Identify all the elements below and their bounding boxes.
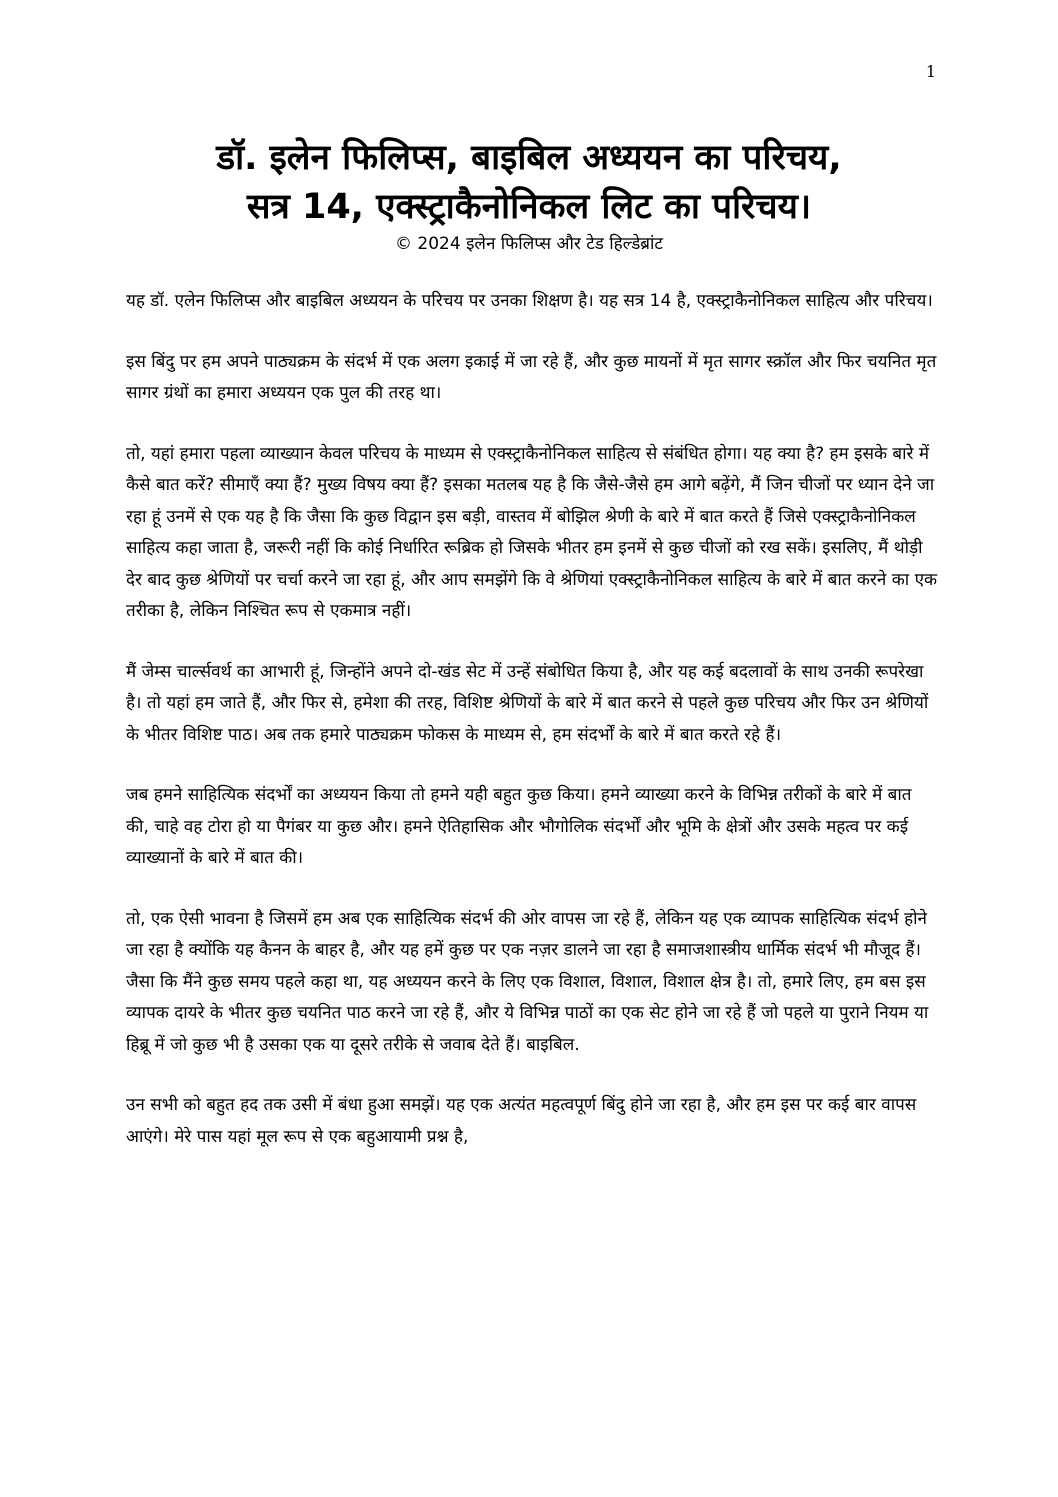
paragraph: तो, यहां हमारा पहला व्याख्यान केवल परिचय के माध्यम से एक्स्ट्राकैनोनिकल साहित्य से संबंधित होगा। यह क्या है? हम इसके बारे में कैसे बात करें? सीमाएँ क्या हैं? मुख्य विषय क्या हैं? इसका मतलब यह है कि जैसे-जैसे हम आगे बढ़ेंगे, मैं जिन चीजों पर ध्यान देने जा रहा हूं उनमें से एक यह है कि जैसा कि कुछ विद्वान इस बड़ी, वास्तव में बोझिल श्रेणी के बारे में बात करते हैं जिसे एक्स्ट्राकैनोनिकल साहित्य कहा जाता है, जरूरी नहीं कि कोई निर्धारित रूब्रिक हो जिसके भीतर हम इनमें से कुछ चीजों को रख सकें। इसलिए, मैं थोड़ी देर बाद कुछ श्रेणियों पर चर्चा करने जा रहा हूं, और आप समझेंगे कि वे श्रेणियां एक्स्ट्राकैनोनिकल साहित्य के बारे में बात करने का एक तरीका है, लेकिन निश्चित रूप से एकमात्र नहीं। [126,443,938,621]
paragraph: मैं जेम्स चार्ल्सवर्थ का आभारी हूं, जिन्होंने अपने दो-खंड सेट में उन्हें संबोधित किया है, और यह कई बदलावों के साथ उनकी रूपरेखा है। तो यहां हम जाते हैं, और फिर से, हमेशा की तरह, विशिष्ट श्रेणियों के बारे में बात करने से पहले कुछ परिचय और फिर उन श्रेणियों के भीतर विशिष्ट पाठ। अब तक हमारे पाठ्यक्रम फोकस के माध्यम से, हम संदर्भों के बारे में बात करते रहे हैं। [126,661,929,745]
document-title [80,134,978,232]
paragraph: उन सभी को बहुत हद तक उसी में बंधा हुआ समझें। यह एक अत्यंत महत्वपूर्ण बिंदु होने जा रहा है, और हम इस पर कई बार वापस आएंगे। मेरे पास यहां मूल रूप से एक बहुआयामी प्रश्न है, [126,1095,917,1147]
paragraph: जब हमने साहित्यिक संदर्भों का अध्ययन किया तो हमने यही बहुत कुछ किया। हमने व्याख्या करने के विभिन्न तरीकों के बारे में बात की, चाहे वह टोरा हो या पैगंबर या कुछ और। हमने ऐतिहासिक और भौगोलिक संदर्भों और भूमि के क्षेत्रों और उसके महत्व पर कई व्याख्यानों के बारे में बात की। [126,785,912,868]
copyright-line: © 2024 इलेन फिलिप्स और टेड हिल्डेब्रांट [395,234,663,254]
paragraph: इस बिंदु पर हम अपने पाठ्यक्रम के संदर्भ में एक अलग इकाई में जा रहे हैं, और कुछ मायनों में मृत सागर स्क्रॉल और फिर चयनित मृत सागर ग्रंथों का हमारा अध्ययन एक पुल की तरह था। [126,351,937,403]
title-line-2: सत्र 14, एक्स्ट्राकैनोनिकल लिट का परिचय। [246,187,812,227]
body-text [126,286,938,1182]
page-number: 1 [925,62,936,81]
paragraph: यह डॉ. एलेन फिलिप्स और बाइबिल अध्ययन के परिचय पर उनका शिक्षण है। यह सत्र 14 है, एक्स्ट्राकैनोनिकल साहित्य और परिचय। [126,291,933,311]
paragraph: तो, एक ऐसी भावना है जिसमें हम अब एक साहित्यिक संदर्भ की ओर वापस जा रहे हैं, लेकिन यह एक व्यापक साहित्यिक संदर्भ होने जा रहा है क्योंकि यह कैनन के बाहर है, और यह हमें कुछ पर एक नज़र डालने जा रहा है समाजशास्त्रीय धार्मिक संदर्भ भी मौजूद हैं। जैसा कि मैंने कुछ समय पहले कहा था, यह अध्ययन करने के लिए एक विशाल, विशाल, विशाल क्षेत्र है। तो, हमारे लिए, हम बस इस व्यापक दायरे के भीतर कुछ चयनित पाठ करने जा रहे हैं, और ये विभिन्न पाठों का एक सेट होने जा रहे हैं जो पहले या पुराने नियम या हिब्रू में जो कुछ भी है उसका एक या दूसरे तरीके से जवाब देते हैं। बाइबिल. [126,908,929,1055]
title-line-1: डॉ. इलेन फिलिप्स, बाइबिल अध्ययन का परिचय, [216,138,842,178]
